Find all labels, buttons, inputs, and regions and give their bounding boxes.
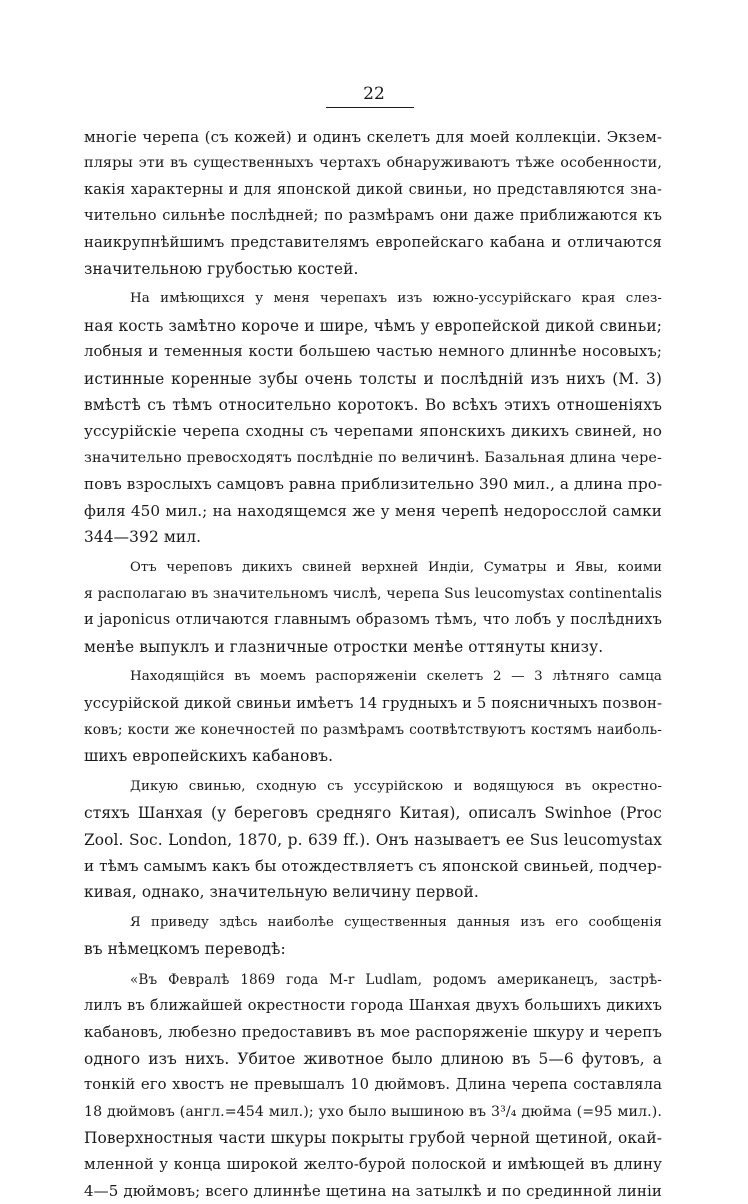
- text-body: [84, 124, 662, 1204]
- text-line: одного изъ нихъ. Убитое животное было длиною въ 5—6 футовъ, а: [84, 1049, 662, 1068]
- text-line: 18 дюймовъ (англ.=454 мил.); ухо было вышиною въ 3³/₄ дюйма (=95 мил.).: [84, 1103, 662, 1120]
- text-line: ная кость замѣтно короче и шире, чѣмъ у европейской дикой свиньи;: [84, 316, 662, 335]
- text-line: лилъ въ ближайшей окрестности города Шанхая двухъ большихъ дикихъ: [84, 997, 662, 1014]
- text-line: какія характерны и для японской дикой свиньи, но представляются зна-: [84, 180, 662, 198]
- text-line: 344—392 мил.: [84, 528, 202, 547]
- text-line: чительно сильнѣе послѣдней; по размѣрамъ они даже приближаются къ: [84, 207, 662, 225]
- text-line: уссурійской дикой свиньи имѣетъ 14 грудныхъ и 5 поясничныхъ позвон-: [84, 694, 663, 712]
- paragraph: [84, 910, 662, 963]
- text-line: стяхъ Шанхая (у береговъ средняго Китая), описалъ Swinhoe (Proc: [84, 804, 662, 823]
- text-line: На имѣющихся у меня черепахъ изъ южно-уссурійскаго края слез-: [130, 291, 662, 307]
- text-line: ковъ; кости же конечностей по размѣрамъ соотвѣтствуютъ костямъ наиболь-: [84, 721, 662, 738]
- text-line: повъ взрослыхъ самцовъ равна приблизительно 390 мил., а длина про-: [84, 475, 663, 494]
- text-line: шихъ европейскихъ кабановъ.: [84, 747, 334, 766]
- text-line: Находящійся въ моемъ распоряженіи скелетъ 2 — 3 лѣтняго самца: [130, 669, 662, 685]
- text-line: Поверхностныя части шкуры покрыты грубой черной щетиной, окай-: [84, 1129, 662, 1148]
- header-rule: [326, 107, 414, 108]
- text-line: менѣе выпуклъ и глазничные отростки менѣе оттянуты книзу.: [84, 637, 604, 656]
- text-line: лобныя и теменныя кости большею частью немного длиннѣе носовыхъ;: [84, 343, 662, 361]
- text-line: и japonicus отличаются главнымъ образомъ тѣмъ, что лобъ у послѣднихъ: [84, 611, 662, 629]
- paragraph: [84, 124, 662, 282]
- text-line: значительною грубостью костей.: [84, 260, 359, 279]
- paragraph: [84, 774, 662, 906]
- text-line: «Въ Февралѣ 1869 года M-r Ludlam, родомъ американецъ, застрѣ-: [130, 971, 662, 988]
- text-line: кивая, однако, значительную величину первой.: [84, 883, 479, 902]
- text-line: Zool. Soc. London, 1870, p. 639 ff.). Онъ называетъ ее Sus leucomystax: [84, 830, 662, 849]
- page-number: 22: [363, 84, 385, 104]
- text-line: пляры эти въ существенныхъ чертахъ обнаруживаютъ тѣже особенности,: [84, 155, 662, 172]
- text-line: многіе черепа (съ кожей) и одинъ скелетъ для моей коллекціи. Экзем-: [84, 128, 662, 146]
- text-line: 4—5 дюймовъ; всего длиннѣе щетина на затылкѣ и по срединной линіи: [84, 1181, 662, 1200]
- text-line: вмѣстѣ съ тѣмъ относительно коротокъ. Во всѣхъ этихъ отношеніяхъ: [84, 396, 662, 415]
- text-line: Отъ череповъ дикихъ свиней верхней Индіи, Суматры и Явы, коими: [130, 559, 662, 575]
- text-line: уссурійскіе черепа сходны съ черепами японскихъ дикихъ свиней, но: [84, 422, 662, 441]
- text-line: истинные коренные зубы очень толсты и послѣдній изъ нихъ (M. 3): [84, 369, 662, 388]
- text-line: и тѣмъ самымъ какъ бы отождествляетъ съ японской свиньей, подчер-: [84, 856, 663, 875]
- paragraph: [84, 286, 662, 550]
- text-line: Дикую свинью, сходную съ уссурійскою и водящуюся въ окрестно-: [130, 778, 662, 794]
- paragraph: [84, 664, 662, 770]
- text-line: филя 450 мил.; на находящемся же у меня черепѣ недоросслой самки: [84, 501, 662, 520]
- paragraph: [84, 555, 662, 661]
- text-line: наикрупнѣйшимъ представителямъ европейскаго кабана и отличаются: [84, 233, 662, 251]
- paragraph: [84, 967, 662, 1204]
- text-line: значительно превосходятъ послѣдніе по величинѣ. Базальная длина чере-: [84, 449, 662, 466]
- text-line: въ нѣмецкомъ переводѣ:: [84, 940, 286, 959]
- text-line: я располагаю въ значительномъ числѣ, черепа Sus leucomystax continentalis: [84, 585, 662, 602]
- text-line: кабановъ, любезно предоставивъ въ мое распоряженіе шкуру и черепъ: [84, 1023, 662, 1042]
- text-line: Я приведу здѣсь наиболѣе существенныя данныя изъ его сообщенія: [130, 914, 662, 930]
- text-line: мленной у конца широкой желто-бурой полоской и имѣющей въ длину: [84, 1155, 662, 1174]
- text-line: тонкій его хвостъ не превышалъ 10 дюймовъ. Длина черепа составляла: [84, 1076, 662, 1094]
